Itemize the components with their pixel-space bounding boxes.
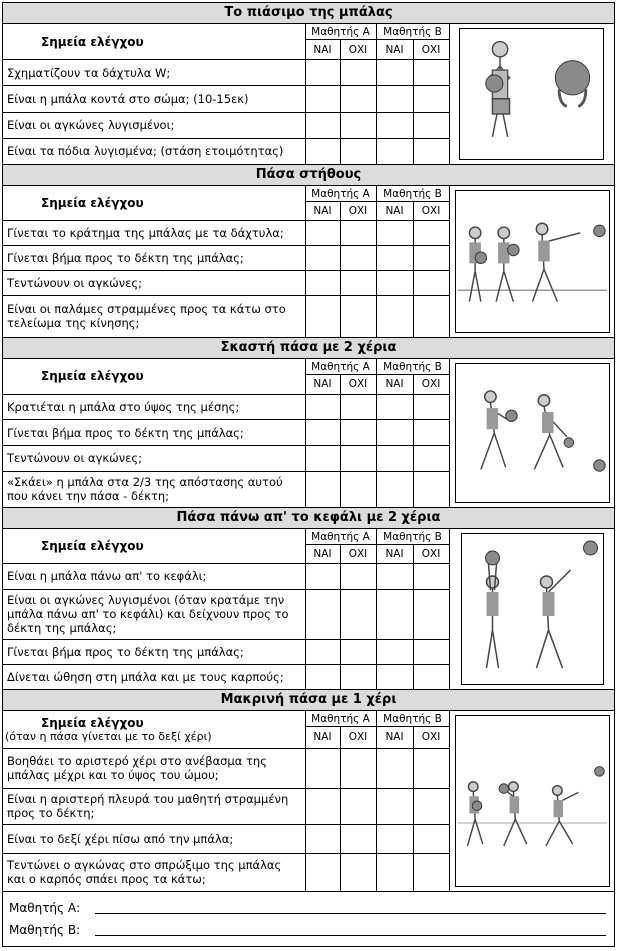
- student-a-label: Μαθητής Α:: [9, 901, 81, 915]
- illustration-chest-pass: [455, 190, 610, 333]
- checkbox-cell[interactable]: [413, 471, 449, 507]
- checkbox-cell[interactable]: [305, 564, 340, 589]
- yes-label: ΝΑΙ: [305, 727, 340, 749]
- checkbox-cell[interactable]: [305, 394, 340, 420]
- table-row: [3, 60, 449, 86]
- checkbox-cell[interactable]: [305, 420, 340, 446]
- table-row: [3, 471, 449, 507]
- check-item: Δίνεται ώθηση στη μπάλα και με τους καρπούς;: [3, 664, 305, 689]
- checkbox-cell[interactable]: [376, 664, 413, 689]
- checkbox-cell[interactable]: [340, 748, 376, 788]
- checkbox-cell[interactable]: [376, 112, 413, 138]
- ball: [584, 541, 598, 555]
- checkbox-cell[interactable]: [340, 853, 376, 891]
- checkbox-cell[interactable]: [376, 639, 413, 664]
- checkbox-cell[interactable]: [340, 295, 376, 337]
- table-row: [3, 564, 449, 589]
- student-b-label: Μαθητής Β:: [9, 923, 81, 937]
- table-row: [3, 220, 449, 245]
- column-header-label: Σημεία ελέγχου: [41, 715, 144, 730]
- ball: [564, 438, 574, 448]
- checkbox-cell[interactable]: [376, 270, 413, 295]
- checkbox-cell[interactable]: [305, 471, 340, 507]
- ball: [499, 784, 509, 794]
- table-row: [3, 295, 449, 337]
- column-header: Σημεία ελέγχου: [3, 529, 305, 564]
- table-row: [3, 853, 449, 891]
- checkbox-cell[interactable]: [413, 394, 449, 420]
- column-subheader: (όταν η πάσα γίνεται με το δεξί χέρι): [5, 729, 212, 743]
- yes-label: ΝΑΙ: [376, 375, 413, 395]
- checkbox-cell[interactable]: [305, 220, 340, 245]
- checkbox-cell[interactable]: [305, 853, 340, 891]
- checkbox-cell[interactable]: [376, 788, 413, 824]
- checkbox-cell[interactable]: [413, 86, 449, 112]
- section-title: Πάσα πάνω απ' το κεφάλι με 2 χέρια: [3, 508, 614, 529]
- check-item: Τεντώνουν οι αγκώνες;: [3, 270, 305, 295]
- checklist-table: [3, 711, 450, 891]
- checkbox-cell[interactable]: [340, 138, 376, 164]
- checkbox-cell[interactable]: [305, 112, 340, 138]
- student-a-header: Μαθητής Α: [305, 359, 376, 375]
- table-row: [3, 589, 449, 639]
- section-title: Μακρινή πάσα με 1 χέρι: [3, 690, 614, 711]
- checkbox-cell[interactable]: [413, 420, 449, 446]
- checkbox-cell[interactable]: [305, 748, 340, 788]
- no-label: ΟΧΙ: [413, 727, 449, 749]
- table-row: [3, 86, 449, 112]
- check-item: Γίνεται το κράτημα της μπάλας με τα δάχτυλα;: [3, 220, 305, 245]
- checkbox-cell[interactable]: [376, 138, 413, 164]
- checkbox-cell[interactable]: [413, 138, 449, 164]
- yes-label: ΝΑΙ: [376, 202, 413, 221]
- checkbox-cell[interactable]: [376, 824, 413, 853]
- table-row: [3, 748, 449, 788]
- checkbox-cell[interactable]: [413, 60, 449, 86]
- ball: [508, 244, 519, 255]
- checkbox-cell[interactable]: [376, 420, 413, 446]
- checkbox-cell[interactable]: [376, 589, 413, 639]
- section-long-pass: [3, 690, 614, 892]
- column-header: [3, 711, 305, 748]
- checkbox-cell[interactable]: [413, 220, 449, 245]
- checkbox-cell[interactable]: [376, 748, 413, 788]
- checkbox-cell[interactable]: [340, 445, 376, 471]
- table-row: [3, 138, 449, 164]
- checkbox-cell[interactable]: [376, 86, 413, 112]
- check-item: Βοηθάει το αριστερό χέρι στο ανέβασμα της μπάλας μέχρι και το ύψος του ώμου;: [3, 748, 305, 788]
- check-item: Είναι τα πόδια λυγισμένα; (στάση ετοιμότητας): [3, 138, 305, 164]
- table-row: [3, 664, 449, 689]
- yes-label: ΝΑΙ: [305, 375, 340, 395]
- checkbox-cell[interactable]: [376, 220, 413, 245]
- student-a-header: Μαθητής Α: [305, 186, 376, 202]
- checkbox-cell[interactable]: [340, 394, 376, 420]
- yes-label: ΝΑΙ: [376, 727, 413, 749]
- student-b-header: Μαθητής Β: [376, 529, 449, 545]
- ball: [486, 551, 500, 565]
- checkbox-cell[interactable]: [340, 112, 376, 138]
- table-row: [3, 639, 449, 664]
- yes-label: ΝΑΙ: [376, 545, 413, 564]
- checkbox-cell[interactable]: [413, 112, 449, 138]
- checkbox-cell[interactable]: [305, 445, 340, 471]
- student-b-header: Μαθητής Β: [376, 359, 449, 375]
- section-title: Πάσα στήθους: [3, 165, 614, 186]
- checkbox-cell[interactable]: [413, 639, 449, 664]
- table-row: [3, 112, 449, 138]
- checkbox-cell[interactable]: [413, 853, 449, 891]
- no-label: ΟΧΙ: [340, 545, 376, 564]
- no-label: ΟΧΙ: [340, 202, 376, 221]
- checkbox-cell[interactable]: [305, 639, 340, 664]
- ball: [472, 801, 482, 811]
- check-item: Είναι η μπάλα κοντά στο σώμα; (10-15εκ): [3, 86, 305, 112]
- illustration-long-pass: [455, 715, 610, 887]
- checkbox-cell[interactable]: [376, 60, 413, 86]
- yes-label: ΝΑΙ: [305, 40, 340, 60]
- check-item: Σχηματίζουν τα δάχτυλα W;: [3, 60, 305, 86]
- checklist-table: [3, 529, 450, 689]
- checkbox-cell[interactable]: [413, 748, 449, 788]
- checkbox-cell[interactable]: [376, 245, 413, 270]
- table-row: [3, 420, 449, 446]
- no-label: ΟΧΙ: [413, 545, 449, 564]
- yes-label: ΝΑΙ: [376, 40, 413, 60]
- check-item: Είναι οι παλάμες στραμμένες προς τα κάτω στο τελείωμα της κίνησης;: [3, 295, 305, 337]
- ball: [486, 75, 503, 92]
- checkbox-cell[interactable]: [340, 664, 376, 689]
- checkbox-cell[interactable]: [376, 445, 413, 471]
- column-header: Σημεία ελέγχου: [3, 359, 305, 394]
- checkbox-cell[interactable]: [340, 270, 376, 295]
- ball: [594, 225, 605, 236]
- yes-label: ΝΑΙ: [305, 545, 340, 564]
- checkbox-cell[interactable]: [340, 639, 376, 664]
- student-a-header: Μαθητής Α: [305, 529, 376, 545]
- checkbox-cell[interactable]: [413, 245, 449, 270]
- checkbox-cell[interactable]: [340, 788, 376, 824]
- check-item: Γίνεται βήμα προς το δέκτη της μπάλας;: [3, 420, 305, 446]
- checkbox-cell[interactable]: [340, 245, 376, 270]
- section-overhead-pass: [3, 508, 614, 690]
- checkbox-cell[interactable]: [376, 295, 413, 337]
- checkbox-cell[interactable]: [413, 270, 449, 295]
- column-header: Σημεία ελέγχου: [3, 186, 305, 220]
- checkbox-cell[interactable]: [305, 60, 340, 86]
- checklist-table: [3, 359, 450, 507]
- ball: [506, 410, 517, 421]
- checkbox-cell[interactable]: [305, 138, 340, 164]
- no-label: ΟΧΙ: [340, 375, 376, 395]
- no-label: ΟΧΙ: [413, 375, 449, 395]
- ball: [594, 460, 605, 471]
- table-row: [3, 245, 449, 270]
- check-item: Γίνεται βήμα προς το δέκτη της μπάλας;: [3, 639, 305, 664]
- table-row: [3, 445, 449, 471]
- checkbox-cell[interactable]: [340, 564, 376, 589]
- check-item: Γίνεται βήμα προς το δέκτη της μπάλας;: [3, 245, 305, 270]
- checkbox-cell[interactable]: [340, 60, 376, 86]
- student-b-name-field[interactable]: [95, 935, 606, 936]
- checkbox-cell[interactable]: [413, 295, 449, 337]
- checkbox-cell[interactable]: [305, 824, 340, 853]
- ball: [475, 252, 486, 263]
- checkbox-cell[interactable]: [413, 564, 449, 589]
- check-item: Είναι οι αγκώνες λυγισμένοι (όταν κρατάμε την μπάλα πάνω απ' το κεφάλι) και δείχνουν προς το δέκτη της μπάλας;: [3, 589, 305, 639]
- table-row: [3, 394, 449, 420]
- checkbox-cell[interactable]: [305, 589, 340, 639]
- checkbox-cell[interactable]: [305, 86, 340, 112]
- checkbox-cell[interactable]: [413, 664, 449, 689]
- checkbox-cell[interactable]: [305, 270, 340, 295]
- checkbox-cell[interactable]: [340, 420, 376, 446]
- checkbox-cell[interactable]: [340, 220, 376, 245]
- no-label: ΟΧΙ: [340, 727, 376, 749]
- checkbox-cell[interactable]: [305, 245, 340, 270]
- checkbox-cell[interactable]: [413, 589, 449, 639]
- checkbox-cell[interactable]: [376, 853, 413, 891]
- checkbox-cell[interactable]: [376, 394, 413, 420]
- student-a-line: [9, 898, 606, 918]
- checkbox-cell[interactable]: [413, 445, 449, 471]
- section-chest-pass: [3, 165, 614, 338]
- checklist-sheet: [2, 2, 615, 947]
- no-label: ΟΧΙ: [413, 40, 449, 60]
- illustration-catching: [459, 28, 604, 160]
- section-title: Σκαστή πάσα με 2 χέρια: [3, 338, 614, 359]
- ball: [595, 767, 605, 777]
- check-item: Είναι οι αγκώνες λυγισμένοι;: [3, 112, 305, 138]
- check-item: Τεντώνουν οι αγκώνες;: [3, 445, 305, 471]
- checkbox-cell[interactable]: [376, 564, 413, 589]
- student-b-header: Μαθητής Β: [376, 711, 449, 727]
- checkbox-cell[interactable]: [340, 86, 376, 112]
- no-label: ΟΧΙ: [340, 40, 376, 60]
- check-item: Είναι η αριστερή πλευρά του μαθητή στραμμένη προς το δέκτη;: [3, 788, 305, 824]
- checkbox-cell[interactable]: [305, 295, 340, 337]
- checklist-table: [3, 186, 450, 337]
- checkbox-cell[interactable]: [413, 824, 449, 853]
- checkbox-cell[interactable]: [376, 471, 413, 507]
- checklist-table: [3, 24, 450, 164]
- checkbox-cell[interactable]: [340, 471, 376, 507]
- section-catching: [3, 3, 614, 165]
- table-row: [3, 270, 449, 295]
- checkbox-cell[interactable]: [340, 824, 376, 853]
- table-row: [3, 824, 449, 853]
- checkbox-cell[interactable]: [413, 788, 449, 824]
- student-a-header: Μαθητής Α: [305, 711, 376, 727]
- checkbox-cell[interactable]: [305, 788, 340, 824]
- check-item: «Σκάει» η μπάλα στα 2/3 της απόστασης αυτού που κάνει την πάσα - δέκτη;: [3, 471, 305, 507]
- student-b-header: Μαθητής Β: [376, 186, 449, 202]
- student-b-line: [9, 920, 606, 940]
- yes-label: ΝΑΙ: [305, 202, 340, 221]
- student-a-name-field[interactable]: [95, 913, 606, 914]
- column-header: Σημεία ελέγχου: [3, 24, 305, 60]
- illustration-overhead-pass: [461, 533, 604, 685]
- check-item: Είναι το δεξί χέρι πίσω από την μπάλα;: [3, 824, 305, 853]
- check-item: Κρατιέται η μπάλα στο ύψος της μέσης;: [3, 394, 305, 420]
- section-bounce-pass: [3, 338, 614, 508]
- check-item: Τεντώνει ο αγκώνας στο σπρώξιμο της μπάλας και ο καρπός σπάει προς τα κάτω;: [3, 853, 305, 891]
- footer: [3, 894, 614, 946]
- check-item: Είναι η μπάλα πάνω απ' το κεφάλι;: [3, 564, 305, 589]
- checkbox-cell[interactable]: [305, 664, 340, 689]
- student-a-header: Μαθητής Α: [305, 24, 376, 40]
- student-b-header: Μαθητής Β: [376, 24, 449, 40]
- no-label: ΟΧΙ: [413, 202, 449, 221]
- section-title: Το πιάσιμο της μπάλας: [3, 3, 614, 24]
- checkbox-cell[interactable]: [340, 589, 376, 639]
- table-row: [3, 788, 449, 824]
- illustration-bounce-pass: [455, 363, 610, 503]
